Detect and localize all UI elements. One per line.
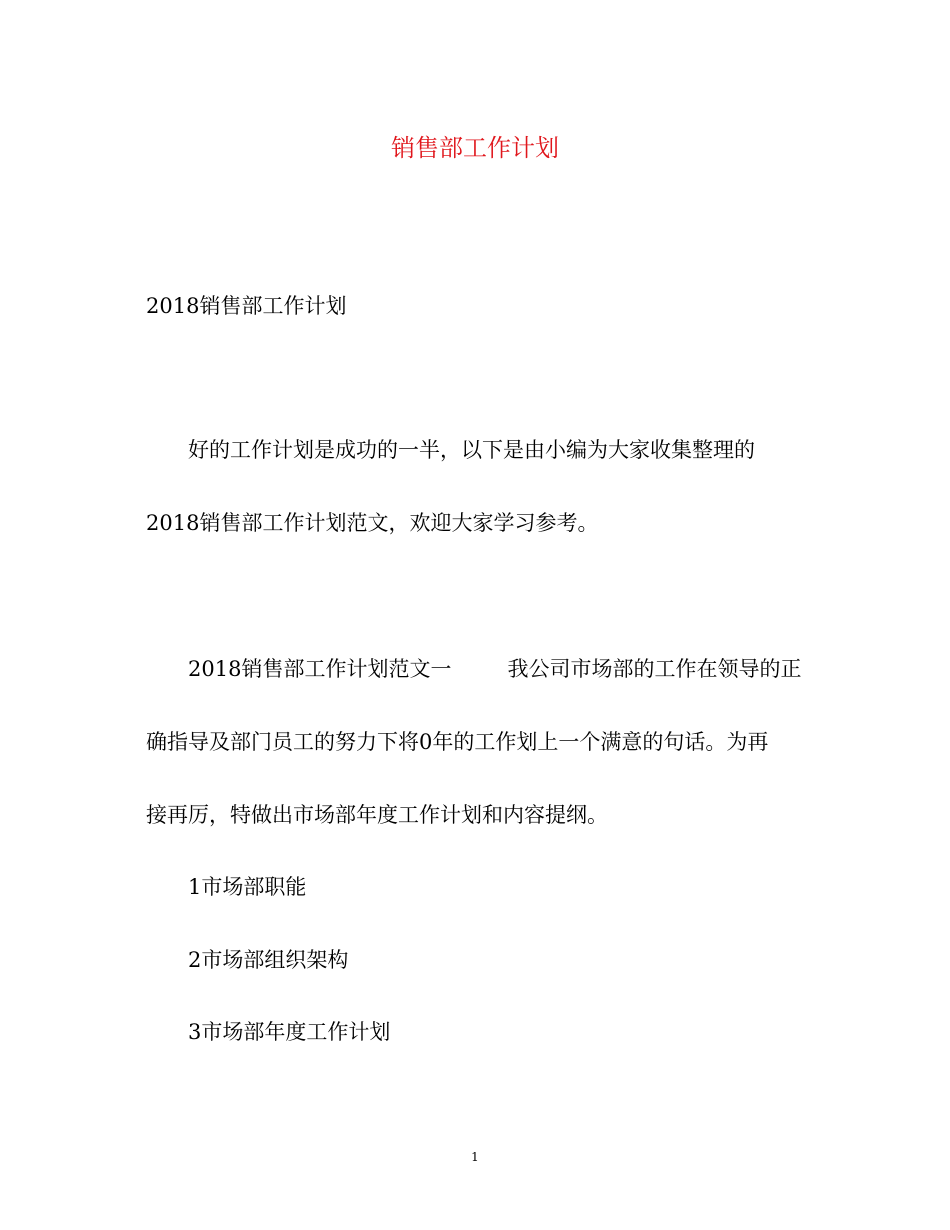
section-1-line-3: 接再厉，特做出市场部年度工作计划和内容提纲。 <box>146 803 608 827</box>
outline-item-2: 2市场部组织架构 <box>188 948 349 972</box>
document-title: 销售部工作计划 <box>391 134 559 162</box>
section-1-line-2: 确指导及部门员工的努力下将0年的工作划上一个满意的句话。为再 <box>146 730 769 754</box>
document-subtitle: 2018销售部工作计划 <box>146 294 347 318</box>
outline-item-3: 3市场部年度工作计划 <box>188 1020 391 1044</box>
page-number: 1 <box>471 1150 479 1164</box>
outline-item-1: 1市场部职能 <box>188 875 307 899</box>
intro-line-2: 2018销售部工作计划范文，欢迎大家学习参考。 <box>146 511 599 535</box>
section-1-line-1 <box>188 655 801 683</box>
section-1-heading: 2018销售部工作计划范文一 <box>188 657 452 681</box>
intro-line-1: 好的工作计划是成功的一半，以下是由小编为大家收集整理的 <box>188 438 755 462</box>
section-1-line-1-text: 我公司市场部的工作在领导的正 <box>507 657 802 681</box>
